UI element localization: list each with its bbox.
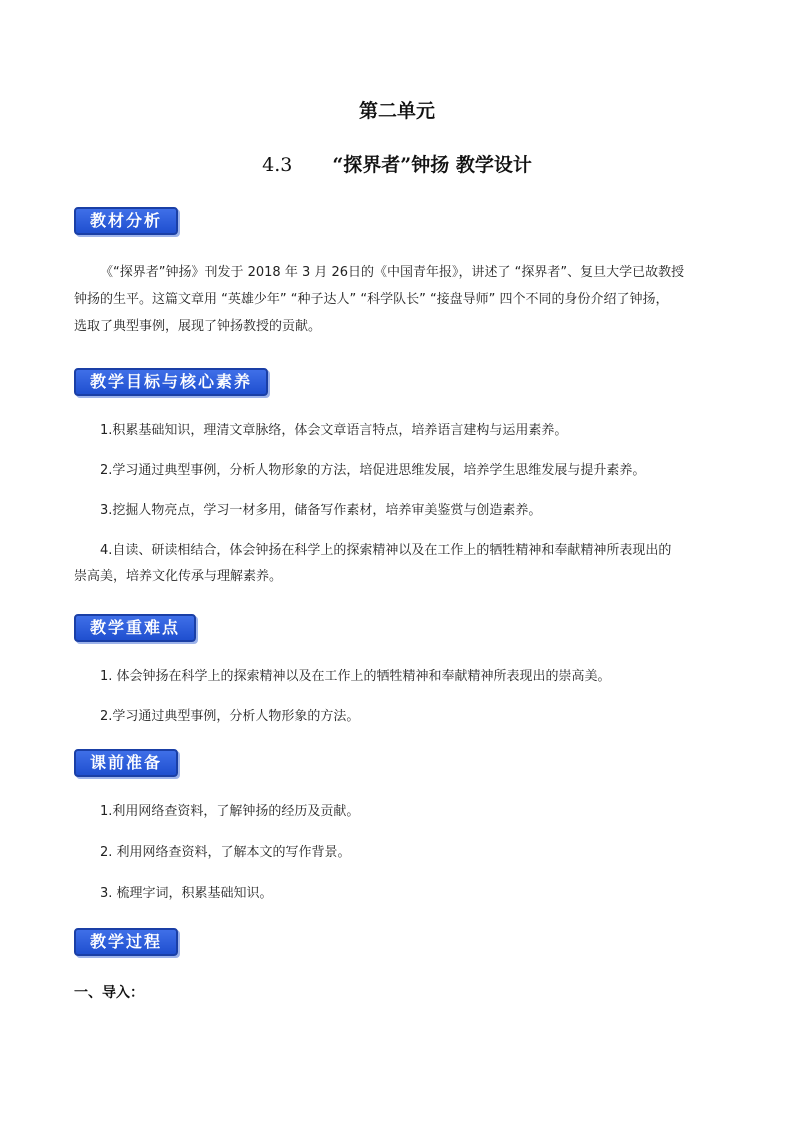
prep-item-1: 1.利用网络查资料，了解钟扬的经历及贡献。 <box>100 804 360 819</box>
unit-title: 第二单元 <box>358 100 435 122</box>
analysis-line-3: 选取了典型事例，展现了钟扬教授的贡献。 <box>74 319 322 334</box>
analysis-line-1: 《“探界者”钟扬》刊发于 2018 年 3 月 26日的《中国青年报》，讲述了 “探界者”、复旦大学已故教授 <box>100 265 685 280</box>
goal-item-2: 2.学习通过典型事例，分析人物形象的方法，培促进思维发展，培养学生思维发展与提升素养。 <box>100 463 646 478</box>
goal-item-1: 1.积累基础知识，理清文章脉络，体会文章语言特点，培养语言建构与运用素养。 <box>100 423 568 438</box>
lesson-name: “探界者”钟扬 教学设计 <box>332 154 532 176</box>
goal-item-4 <box>74 538 726 590</box>
difficulty-item-1: 1. 体会钟扬在科学上的探索精神以及在工作上的牺牲精神和奉献精神所表现出的崇高美。 <box>100 669 611 684</box>
goal-item-3: 3.挖掘人物亮点，学习一材多用，储备写作素材，培养审美鉴赏与创造素养。 <box>100 503 542 518</box>
section-badge-process: 教学过程 <box>74 928 178 956</box>
process-step-intro: 一、导入： <box>74 985 144 1001</box>
lesson-number: 4.3 <box>262 154 293 176</box>
analysis-paragraph <box>74 259 724 340</box>
section-badge-difficulties: 教学重难点 <box>74 614 196 642</box>
lesson-title <box>0 150 794 177</box>
difficulty-item-2: 2.学习通过典型事例，分析人物形象的方法。 <box>100 709 360 724</box>
prep-item-3: 3. 梳理字词，积累基础知识。 <box>100 886 273 901</box>
section-badge-goals: 教学目标与核心素养 <box>74 368 268 396</box>
goal-item-4-continuation: 崇高美，培养文化传承与理解素养。 <box>74 569 283 584</box>
prep-item-2: 2. 利用网络查资料，了解本文的写作背景。 <box>100 845 351 860</box>
goal-item-4-text: 4.自读、研读相结合，体会钟扬在科学上的探索精神以及在工作上的牺牲精神和奉献精神所表现出的 <box>100 543 672 558</box>
section-badge-analysis: 教材分析 <box>74 207 178 235</box>
section-badge-preparation: 课前准备 <box>74 749 178 777</box>
analysis-line-2: 钟扬的生平。这篇文章用 “英雄少年” “种子达人” “科学队长” “接盘导师” 四个不同的身份介绍了钟扬， <box>74 292 669 307</box>
